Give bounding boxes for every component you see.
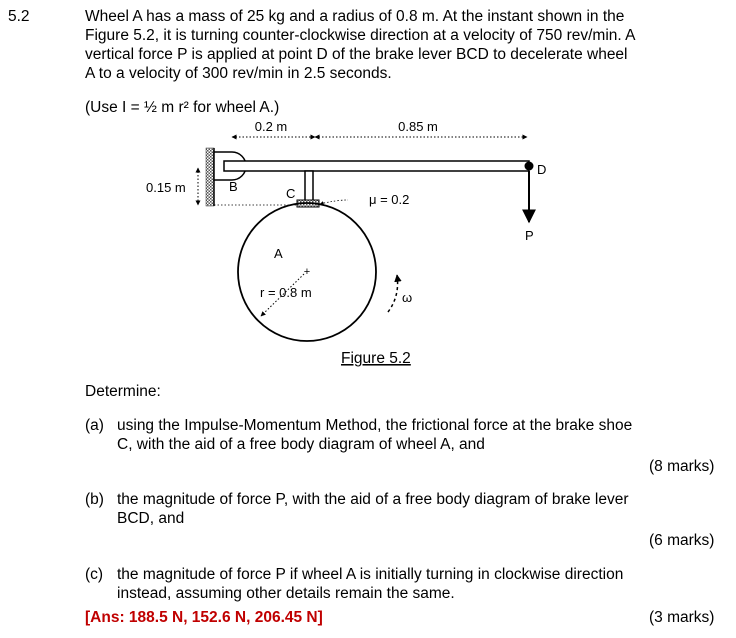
part-b-line-1: the magnitude of force P, with the aid of a free body diagram of brake lever xyxy=(117,491,629,508)
intro-line-2: Figure 5.2, it is turning counter-clockwise direction at a velocity of 750 rev/min. A xyxy=(85,27,636,44)
label-d: D xyxy=(537,162,547,177)
part-a-label: (a) xyxy=(85,417,104,434)
intro-line-1: Wheel A has a mass of 25 kg and a radius of 0.8 m. At the instant shown in the xyxy=(85,8,625,25)
figure-caption: Figure 5.2 xyxy=(341,350,411,367)
part-b-marks: (6 marks) xyxy=(649,532,715,549)
part-a-line-2: C, with the aid of a free body diagram of wheel A, and xyxy=(117,436,485,453)
brake-lever xyxy=(224,161,529,171)
mu-label: μ = 0.2 xyxy=(369,192,410,207)
part-b-label: (b) xyxy=(85,491,104,508)
svg-text:+: + xyxy=(303,266,311,278)
dim-bc-label: 0.2 m xyxy=(254,119,288,134)
part-a-marks: (8 marks) xyxy=(649,458,715,475)
omega-label: ω xyxy=(402,290,413,305)
label-b: B xyxy=(229,179,238,194)
dim-height-label: 0.15 m xyxy=(146,180,186,195)
wall-support xyxy=(206,148,214,206)
determine-heading: Determine: xyxy=(85,383,161,400)
part-c-line-2: instead, assuming other details remain the same. xyxy=(117,585,455,602)
pin-d xyxy=(525,162,534,171)
question-number: 5.2 xyxy=(8,8,30,25)
link-c xyxy=(305,171,313,201)
label-a: A xyxy=(274,246,283,261)
part-c-marks: (3 marks) xyxy=(649,609,715,626)
part-c-label: (c) xyxy=(85,566,104,583)
label-c: C xyxy=(286,186,296,201)
label-p: P xyxy=(525,228,534,243)
answer-text: [Ans: 188.5 N, 152.6 N, 206.45 N] xyxy=(85,609,323,626)
mu-leader xyxy=(320,200,348,204)
part-b-line-2: BCD, and xyxy=(117,510,185,527)
omega-arrow xyxy=(388,275,398,312)
radius-label: r = 0.8 m xyxy=(260,285,312,300)
intro-line-3: vertical force P is applied at point D of the brake lever BCD to decelerate wheel xyxy=(85,46,628,63)
part-c-line-1: the magnitude of force P if wheel A is initially turning in clockwise direction xyxy=(117,566,624,583)
use-note: (Use I = ½ m r² for wheel A.) xyxy=(85,99,280,116)
part-a-line-1: using the Impulse-Momentum Method, the frictional force at the brake shoe xyxy=(117,417,633,434)
dim-cd-label: 0.85 m xyxy=(398,119,438,134)
intro-line-4: A to a velocity of 300 rev/min in 2.5 seconds. xyxy=(85,65,392,82)
